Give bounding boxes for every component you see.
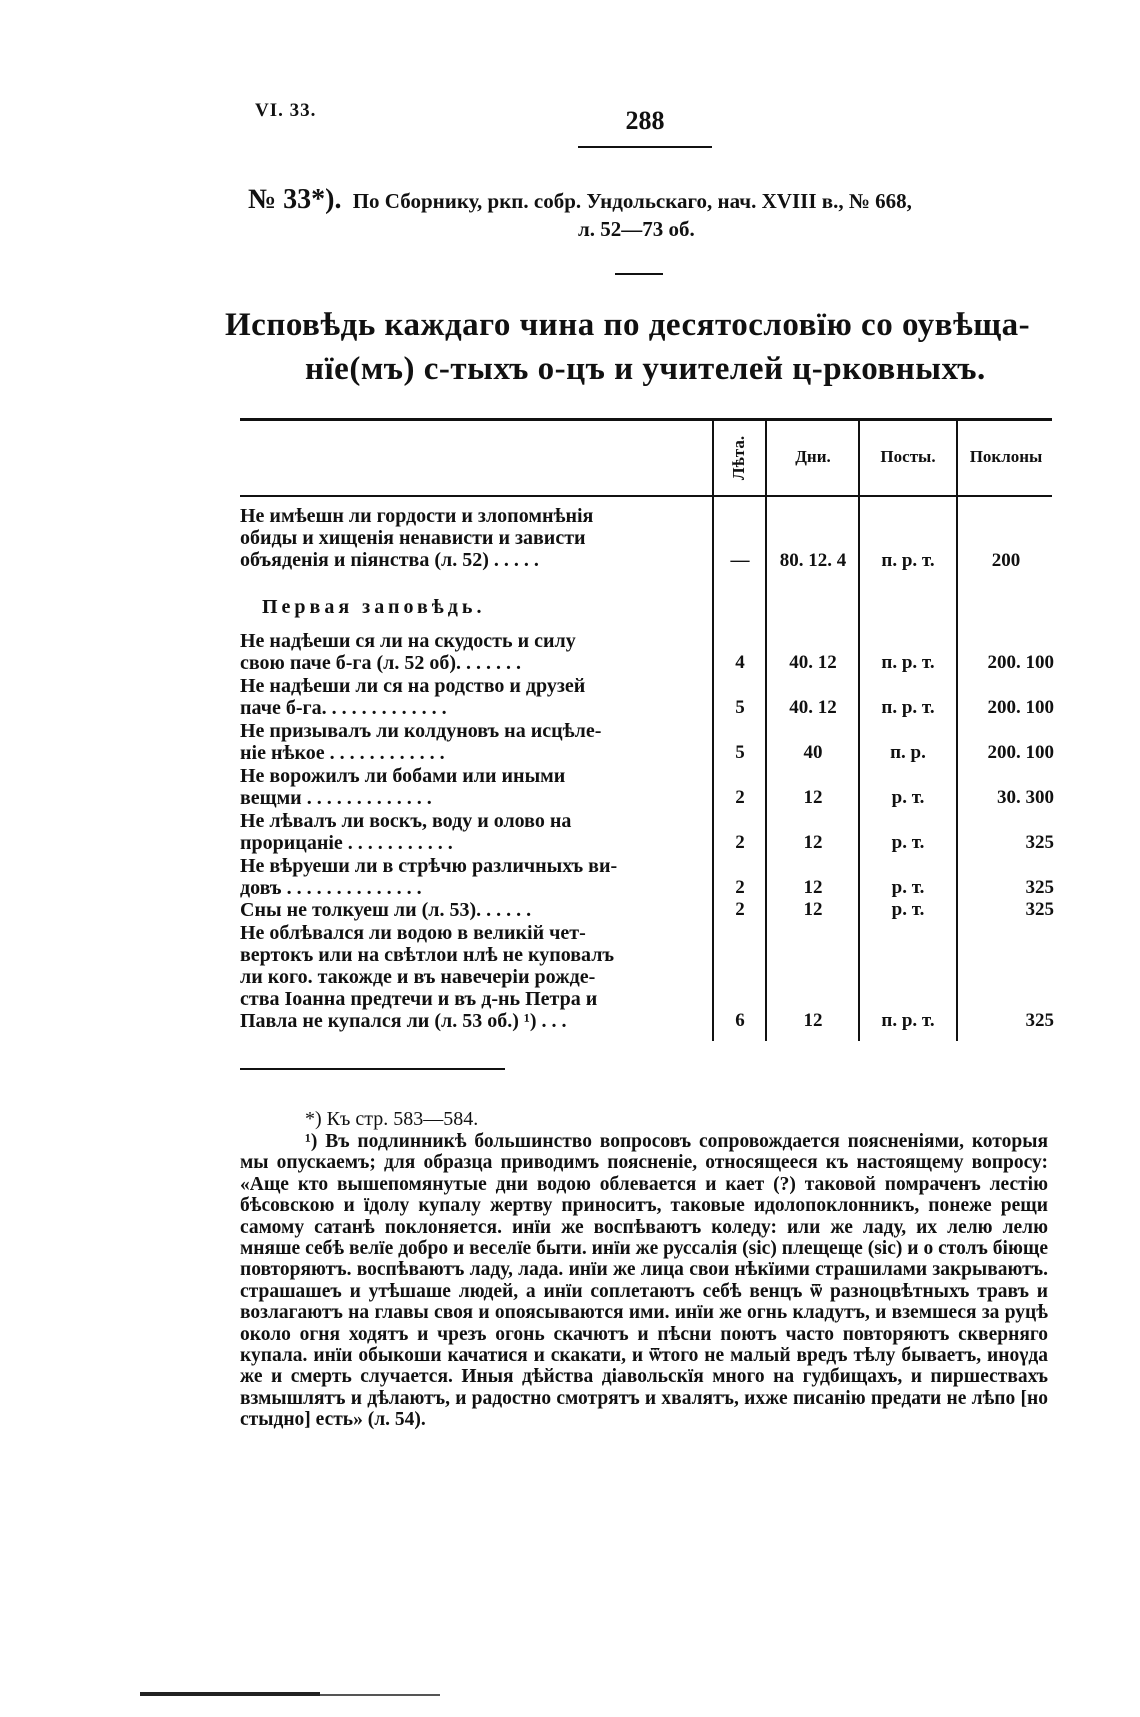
cell-bows: 30. 300 [997, 787, 1054, 808]
document-number: № 33*). [248, 184, 342, 215]
cell-years: 2 [735, 899, 745, 920]
cell-years: 4 [735, 652, 745, 673]
table-row [240, 922, 710, 1032]
cell-years: 2 [735, 832, 745, 853]
document-title [225, 303, 1065, 391]
footnote-rule [240, 1068, 505, 1070]
title-line-1: Исповѣдь каждаго чина по десятословїю со оувѣща- [225, 307, 1031, 343]
entry-text-line: Не надѣеши ли ся на родство и друзей [240, 675, 586, 697]
footnote-1 [240, 1131, 1048, 1431]
cell-years: 5 [735, 697, 745, 718]
column-divider [956, 421, 958, 1041]
col-header-years: Лѣта. [729, 435, 748, 481]
entry-text-line: Не призывалъ ли колдуновъ на исцѣле- [240, 720, 602, 742]
title-line-2: нїе(мъ) с-тыхъ о-цъ и учителей ц-рковныхъ. [305, 351, 986, 387]
table-row [240, 720, 710, 764]
entry-text-line: Не лѣвалъ ли воскъ, воду и олово на [240, 810, 572, 832]
entry-text-line: прорицаніе . . . . . . . . . . . [240, 832, 453, 854]
cell-fasts: р. т. [891, 899, 925, 920]
cell-days: 12 [803, 1010, 823, 1031]
entry-text-line: обиды и хищенія ненависти и зависти [240, 527, 586, 549]
cell-years: 5 [735, 742, 745, 763]
table-top-rule [240, 418, 1052, 421]
entry-text-line: ніе нѣкое . . . . . . . . . . . . [240, 742, 445, 764]
column-divider [712, 421, 714, 1041]
cell-fasts: п. р. [890, 742, 926, 763]
table-row [240, 675, 710, 719]
column-divider [858, 421, 860, 1041]
cell-days: 40 [803, 742, 823, 763]
col-header-bows: Поклоны [969, 447, 1043, 466]
table-row [240, 810, 710, 854]
source-reference [248, 186, 1048, 243]
cell-days: 12 [803, 787, 823, 808]
table-row [240, 765, 710, 809]
cell-bows: 200. 100 [987, 697, 1054, 718]
cell-bows: 325 [1025, 832, 1054, 853]
cell-days: 12 [803, 832, 823, 853]
entry-text-line: Не облѣвался ли водою в великій чет- [240, 922, 586, 944]
table-row [240, 899, 710, 921]
footnote-star: *) Къ стр. 583—584. [305, 1108, 479, 1130]
cell-bows: 200. 100 [987, 652, 1054, 673]
cell-bows: 325 [1025, 1010, 1054, 1031]
subheading: Первая заповѣдь. [262, 596, 486, 618]
cell-fasts: р. т. [891, 877, 925, 898]
entry-text-line: ли кого. такожде и въ навечеріи рожде- [240, 966, 596, 988]
cell-fasts: р. т. [891, 787, 925, 808]
cell-bows: 325 [1025, 899, 1054, 920]
cell-fasts: п. р. т. [881, 697, 935, 718]
entry-text-line: вещми . . . . . . . . . . . . . [240, 787, 432, 809]
cell-years: 6 [735, 1010, 745, 1031]
scan-artifact [140, 1692, 320, 1696]
cell-days: 80. 12. 4 [779, 550, 847, 571]
cell-fasts: п. р. т. [881, 1010, 935, 1031]
cell-years: — [730, 550, 750, 571]
cell-bows: 200 [991, 550, 1021, 571]
entry-text-line: ства Іоанна предтечи и въ д-нь Петра и [240, 988, 598, 1010]
cell-days: 40. 12 [789, 652, 837, 673]
source-line-2: л. 52—73 об. [578, 217, 695, 241]
cell-years: 2 [735, 787, 745, 808]
cell-days: 12 [803, 877, 823, 898]
cell-bows: 200. 100 [987, 742, 1054, 763]
table-row [240, 855, 710, 899]
entry-text-line: Павла не купался ли (л. 53 об.) ¹) . . . [240, 1010, 567, 1032]
section-number: VI. 33. [255, 100, 317, 121]
entry-text-line: свою паче б-га (л. 52 об). . . . . . . [240, 652, 521, 674]
page-number-rule [578, 146, 712, 148]
entry-text-line: паче б-га. . . . . . . . . . . . . [240, 697, 447, 719]
page-number: 288 [625, 106, 665, 135]
entry-text-line: Не вѣруеши ли в стрѣчю различныхъ ви- [240, 855, 618, 877]
table-row [240, 505, 710, 571]
table-header-rule [240, 495, 1052, 497]
source-line-1: По Сборнику, ркп. собр. Ундольскаго, нач. XVIII в., № 668, [352, 189, 912, 213]
entry-text-line: объяденія и піянства (л. 52) . . . . . [240, 549, 539, 571]
cell-fasts: п. р. т. [881, 550, 935, 571]
cell-fasts: р. т. [891, 832, 925, 853]
title-separator [615, 273, 663, 275]
table-row [240, 630, 710, 674]
entry-text-line: Не имѣешн ли гордости и злопомнѣнія [240, 505, 594, 527]
col-header-days: Дни. [795, 447, 831, 466]
entry-text-line: вертокъ или на свѣтлои нлѣ не куповалъ [240, 944, 615, 966]
cell-bows: 325 [1025, 877, 1054, 898]
entry-text-line: довъ . . . . . . . . . . . . . . [240, 877, 422, 899]
cell-days: 12 [803, 899, 823, 920]
entry-text-line: Не ворожилъ ли бобами или иными [240, 765, 566, 787]
col-header-fasts: Посты. [880, 447, 936, 466]
entry-text-line: Сны не толкуеш ли (л. 53). . . . . . [240, 899, 532, 921]
scan-artifact [320, 1694, 440, 1696]
footnote-1-text: ¹) Въ подлинникѣ большинство вопросовъ сопровождается поясненіями, которыя мы опускаемъ; для образца приводимъ поясненіе, относящееся къ настоящему вопросу: «Аще кто вышепомянутые дни водою облевается и кает (?) таковой помраченъ лестію бѣсовскою и їдолу купалу жертву приноситъ, таковые идолопоклонникъ, понеже рещи самому сатанѣ поклоняется. инїи же воспѣваютъ коледу: или же ладу, их лелю лелю мняше себѣ велїе добро и веселїе быти. инїи же руссалія (sic) плещеще (sic) и о столъ біюще повторяютъ. воспѣваютъ ладу, лада. инїи же лица свои нѣкїими страшилами закрываютъ. страшашеъ и утѣшаше людей, а инїи соплетаютъ себѣ венцъ ѿ разноцвѣтныхъ травъ и возлагаютъ на главы своя и опоясываются ими. инїи же огнь кладутъ, и вземшеся за руцѣ около огня ходятъ и чрезъ огонь скачютъ и пѣсни поютъ часто повторяютъ скверняго купала. инїи обыкоши качатися и скакати, и ѿтого не малый вредъ тѣлу бываетъ, инογда же и смерть случается. Иныя дѣйства діавольскїя много на гудбищахъ, и пиршествахъ взмышлятъ и дѣлаютъ, и радостно смотрятъ и хвалятъ, ихже писанію предати не лѣпо [но стыдно] есть» (л. 54). [240, 1131, 1048, 1431]
entry-text-line: Не надѣеши ся ли на скудость и силу [240, 630, 576, 652]
cell-fasts: п. р. т. [881, 652, 935, 673]
column-divider [765, 421, 767, 1041]
cell-days: 40. 12 [789, 697, 837, 718]
cell-years: 2 [735, 877, 745, 898]
